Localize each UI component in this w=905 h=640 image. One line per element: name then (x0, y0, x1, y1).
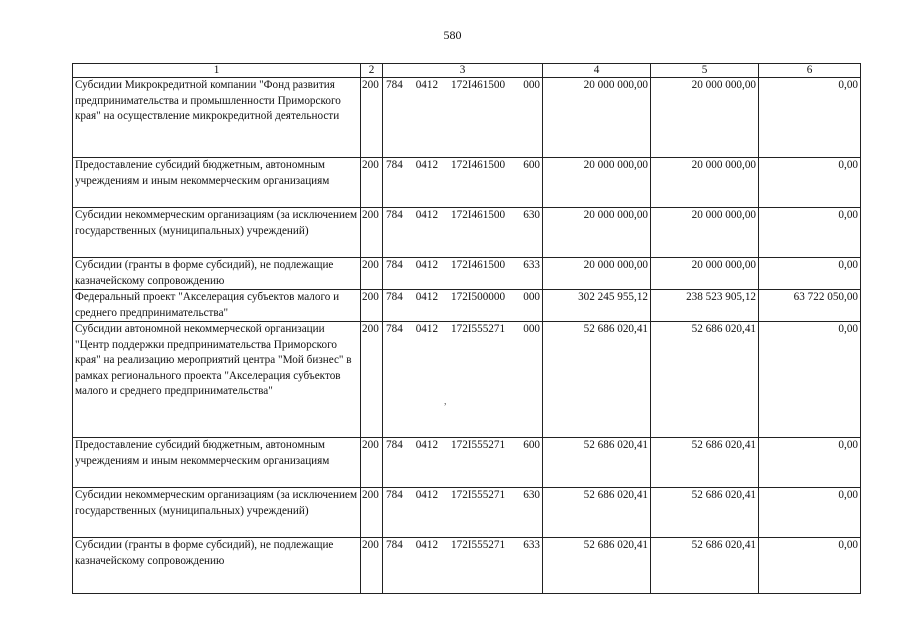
page-number: 580 (443, 28, 462, 42)
row-classification-cell (383, 538, 543, 594)
amount-cell: 52 686 020,41 (543, 538, 651, 594)
table-row (73, 322, 861, 438)
rz-code: 0412 (415, 439, 439, 451)
cs-code: 172I555271 (451, 439, 506, 451)
rz-code: 0412 (415, 259, 439, 271)
table-row (73, 78, 861, 158)
row-code-cell: 200 (361, 158, 383, 208)
amount-cell: 52 686 020,41 (651, 322, 759, 438)
row-name-cell: Субсидии автономной некоммерческой организации "Центр поддержки предпринимательства Приморского края" на реализацию мероприятий центра "Мой бизнес" в рамках регионального проекта "Акселерация субъектов малого и среднего предпринимательства" (73, 322, 361, 438)
amount-cell: 20 000 000,00 (543, 208, 651, 258)
row-code-cell: 200 (361, 438, 383, 488)
amount-cell: 52 686 020,41 (543, 438, 651, 488)
row-code-cell: 200 (361, 322, 383, 438)
amount-cell: 52 686 020,41 (651, 538, 759, 594)
column-header: 2 (361, 64, 383, 78)
table-row (73, 488, 861, 538)
table-row (73, 538, 861, 594)
amount-cell: 0,00 (759, 438, 861, 488)
amount-cell: 52 686 020,41 (651, 488, 759, 538)
gr-code: 784 (386, 539, 403, 551)
vr-code: 633 (523, 539, 540, 551)
column-header: 5 (651, 64, 759, 78)
amount-cell: 0,00 (759, 208, 861, 258)
table-row (73, 290, 861, 322)
vr-code: 600 (523, 439, 540, 451)
vr-code: 000 (523, 323, 540, 335)
row-name-cell: Предоставление субсидий бюджетным, автономным учреждениям и иным некоммерческим организациям (73, 158, 361, 208)
row-name-cell: Субсидии (гранты в форме субсидий), не подлежащие казначейскому сопровождению (73, 258, 361, 290)
rz-code: 0412 (415, 323, 439, 335)
gr-code: 784 (386, 259, 403, 271)
amount-cell: 63 722 050,00 (759, 290, 861, 322)
gr-code: 784 (386, 323, 403, 335)
table-row (73, 158, 861, 208)
rz-code: 0412 (415, 539, 439, 551)
row-classification-cell (383, 258, 543, 290)
amount-cell: 0,00 (759, 488, 861, 538)
gr-code: 784 (386, 439, 403, 451)
row-classification-cell (383, 290, 543, 322)
amount-cell: 20 000 000,00 (651, 208, 759, 258)
table-row (73, 208, 861, 258)
row-classification-cell (383, 78, 543, 158)
rz-code: 0412 (415, 291, 439, 303)
amount-cell: 20 000 000,00 (543, 78, 651, 158)
row-name-cell: Предоставление субсидий бюджетным, автономным учреждениям и иным некоммерческим организациям (73, 438, 361, 488)
cs-code: 172I461500 (451, 209, 506, 221)
row-code-cell: 200 (361, 488, 383, 538)
amount-cell: 0,00 (759, 258, 861, 290)
cs-code: 172I500000 (451, 291, 506, 303)
scan-mark: , (444, 396, 447, 407)
amount-cell: 52 686 020,41 (651, 438, 759, 488)
vr-code: 630 (523, 209, 540, 221)
row-code-cell: 200 (361, 290, 383, 322)
column-header: 6 (759, 64, 861, 78)
amount-cell: 0,00 (759, 158, 861, 208)
row-classification-cell (383, 158, 543, 208)
amount-cell: 20 000 000,00 (651, 78, 759, 158)
amount-cell: 238 523 905,12 (651, 290, 759, 322)
rz-code: 0412 (415, 209, 439, 221)
vr-code: 600 (523, 159, 540, 171)
table-row (73, 438, 861, 488)
row-classification-cell (383, 322, 543, 438)
gr-code: 784 (386, 159, 403, 171)
amount-cell: 52 686 020,41 (543, 488, 651, 538)
vr-code: 000 (523, 79, 540, 91)
row-name-cell: Субсидии некоммерческим организациям (за исключением государственных (муниципальных) учреждений) (73, 208, 361, 258)
table-header-row (73, 64, 861, 78)
amount-cell: 20 000 000,00 (543, 158, 651, 208)
amount-cell: 20 000 000,00 (651, 158, 759, 208)
amount-cell: 302 245 955,12 (543, 290, 651, 322)
cs-code: 172I555271 (451, 489, 506, 501)
rz-code: 0412 (415, 489, 439, 501)
rz-code: 0412 (415, 79, 439, 91)
row-name-cell: Субсидии некоммерческим организациям (за исключением государственных (муниципальных) учреждений) (73, 488, 361, 538)
amount-cell: 0,00 (759, 322, 861, 438)
rz-code: 0412 (415, 159, 439, 171)
row-code-cell: 200 (361, 208, 383, 258)
table-row (73, 258, 861, 290)
row-name-cell: Субсидии (гранты в форме субсидий), не подлежащие казначейскому сопровождению (73, 538, 361, 594)
amount-cell: 0,00 (759, 78, 861, 158)
amount-cell: 20 000 000,00 (543, 258, 651, 290)
vr-code: 000 (523, 291, 540, 303)
column-header: 1 (73, 64, 361, 78)
row-classification-cell (383, 208, 543, 258)
row-classification-cell (383, 488, 543, 538)
row-code-cell: 200 (361, 258, 383, 290)
gr-code: 784 (386, 291, 403, 303)
vr-code: 630 (523, 489, 540, 501)
row-code-cell: 200 (361, 78, 383, 158)
amount-cell: 20 000 000,00 (651, 258, 759, 290)
row-classification-cell (383, 438, 543, 488)
cs-code: 172I461500 (451, 159, 506, 171)
row-name-cell: Субсидии Микрокредитной компании "Фонд развития предпринимательства и промышленности Приморского края" на осуществление микрокредитной деятельности (73, 78, 361, 158)
vr-code: 633 (523, 259, 540, 271)
gr-code: 784 (386, 489, 403, 501)
gr-code: 784 (386, 209, 403, 221)
cs-code: 172I555271 (451, 323, 506, 335)
row-code-cell: 200 (361, 538, 383, 594)
cs-code: 172I461500 (451, 259, 506, 271)
cs-code: 172I555271 (451, 539, 506, 551)
column-header: 3 (383, 64, 543, 78)
budget-table (72, 63, 861, 594)
amount-cell: 0,00 (759, 538, 861, 594)
row-name-cell: Федеральный проект "Акселерация субъектов малого и среднего предпринимательства" (73, 290, 361, 322)
amount-cell: 52 686 020,41 (543, 322, 651, 438)
gr-code: 784 (386, 79, 403, 91)
column-header: 4 (543, 64, 651, 78)
cs-code: 172I461500 (451, 79, 506, 91)
